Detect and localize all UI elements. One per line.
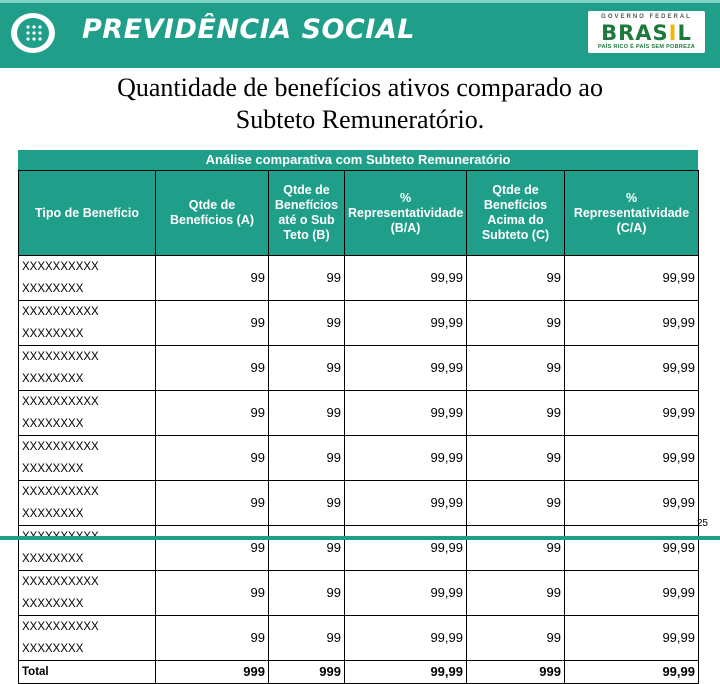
- comparison-table: [18, 150, 698, 679]
- value-cell: 99: [467, 616, 565, 661]
- benefit-type-cell: XXXXXXXX: [19, 526, 156, 571]
- gov-brasil-text: BRASIL: [601, 21, 692, 45]
- column-header: Qtde de Benefícios até o Sub Teto (B): [269, 171, 345, 256]
- gov-top-text: GOVERNO FEDERAL: [601, 14, 692, 20]
- table-row: [19, 571, 699, 616]
- value-cell: 99: [156, 481, 269, 526]
- title-line-1: Quantidade de benefícios ativos comparado ao: [117, 73, 603, 102]
- value-cell: 99,99: [345, 436, 467, 481]
- value-cell: 99: [269, 301, 345, 346]
- value-cell: 99: [467, 256, 565, 301]
- total-label-cell: Total: [19, 661, 156, 684]
- table-row: [19, 301, 699, 346]
- title-line-2: Subteto Remuneratório.: [235, 105, 485, 134]
- value-cell: 99: [467, 481, 565, 526]
- benefit-type-cell: XXXXXXXXXX XXXXXXXX: [19, 616, 156, 661]
- benefit-type-cell: XXXXXXXXXX XXXXXXXX: [19, 391, 156, 436]
- value-cell: 99,99: [565, 256, 699, 301]
- value-cell: 99,99: [345, 616, 467, 661]
- table-row: [19, 481, 699, 526]
- value-cell: 99: [269, 346, 345, 391]
- column-header: Qtde de Benefícios (A): [156, 171, 269, 256]
- table-row: [19, 391, 699, 436]
- value-cell: 99,99: [565, 616, 699, 661]
- header-band: [0, 0, 720, 68]
- total-value-cell: 999: [269, 661, 345, 684]
- benefits-table: [18, 170, 699, 684]
- column-header: % Representatividade (C/A): [565, 171, 699, 256]
- governo-federal-brasil-logo: [588, 11, 705, 53]
- value-cell: 99: [467, 526, 565, 571]
- value-cell: 99,99: [565, 346, 699, 391]
- value-cell: 99: [467, 391, 565, 436]
- column-header: Qtde de Benefícios Acima do Subteto (C): [467, 171, 565, 256]
- value-cell: 99,99: [565, 391, 699, 436]
- table-caption: Análise comparativa com Subteto Remuneratório: [18, 150, 698, 170]
- table-row: [19, 346, 699, 391]
- value-cell: 99: [156, 346, 269, 391]
- slide-title: [30, 72, 690, 136]
- value-cell: 99,99: [345, 301, 467, 346]
- table-row: [19, 256, 699, 301]
- benefit-type-cell: XXXXXXXXXX XXXXXXXX: [19, 571, 156, 616]
- benefit-type-cell: XXXXXXXXXX XXXXXXXX: [19, 436, 156, 481]
- table-row: [19, 616, 699, 661]
- value-cell: 99,99: [565, 436, 699, 481]
- value-cell: 99: [467, 436, 565, 481]
- value-cell: 99: [156, 616, 269, 661]
- value-cell: 99: [269, 526, 345, 571]
- value-cell: 99: [156, 526, 269, 571]
- value-cell: 99: [467, 571, 565, 616]
- total-row: [19, 661, 699, 684]
- value-cell: 99: [156, 301, 269, 346]
- column-header: Tipo de Benefício: [19, 171, 156, 256]
- total-value-cell: 999: [156, 661, 269, 684]
- value-cell: 99: [467, 301, 565, 346]
- value-cell: 99,99: [565, 571, 699, 616]
- table-header-row: [19, 171, 699, 256]
- value-cell: 99,99: [345, 526, 467, 571]
- value-cell: 99,99: [345, 256, 467, 301]
- value-cell: 99,99: [345, 391, 467, 436]
- benefit-type-cell: XXXXXXXXXX XXXXXXXX: [19, 301, 156, 346]
- value-cell: 99: [156, 436, 269, 481]
- header-sheen: [0, 0, 720, 3]
- benefit-type-cell: XXXXXXXXXX XXXXXXXX: [19, 256, 156, 301]
- value-cell: 99: [269, 256, 345, 301]
- value-cell: 99: [269, 481, 345, 526]
- total-value-cell: 99,99: [345, 661, 467, 684]
- table-row: [19, 436, 699, 481]
- footer-bar: [0, 536, 720, 540]
- value-cell: 99: [269, 571, 345, 616]
- value-cell: 99: [156, 256, 269, 301]
- benefit-type-cell: XXXXXXXXXX XXXXXXXX: [19, 481, 156, 526]
- value-cell: 99,99: [565, 301, 699, 346]
- table-row: [19, 526, 699, 571]
- value-cell: 99: [269, 391, 345, 436]
- value-cell: 99,99: [345, 346, 467, 391]
- value-cell: 99: [156, 391, 269, 436]
- column-header: % Representatividade (B/A): [345, 171, 467, 256]
- value-cell: 99,99: [565, 481, 699, 526]
- value-cell: 99,99: [345, 481, 467, 526]
- total-value-cell: 999: [467, 661, 565, 684]
- page-number: 25: [696, 518, 708, 529]
- total-value-cell: 99,99: [565, 661, 699, 684]
- value-cell: 99,99: [345, 571, 467, 616]
- brand-title: PREVIDÊNCIA SOCIAL: [82, 14, 415, 45]
- previdencia-logo-icon: [11, 13, 55, 53]
- value-cell: 99: [156, 571, 269, 616]
- value-cell: 99,99: [565, 526, 699, 571]
- gov-slogan: PAÍS RICO É PAÍS SEM POBREZA: [597, 44, 696, 50]
- value-cell: 99: [269, 436, 345, 481]
- value-cell: 99: [269, 616, 345, 661]
- benefit-type-cell: XXXXXXXXXX XXXXXXXX: [19, 346, 156, 391]
- value-cell: 99: [467, 346, 565, 391]
